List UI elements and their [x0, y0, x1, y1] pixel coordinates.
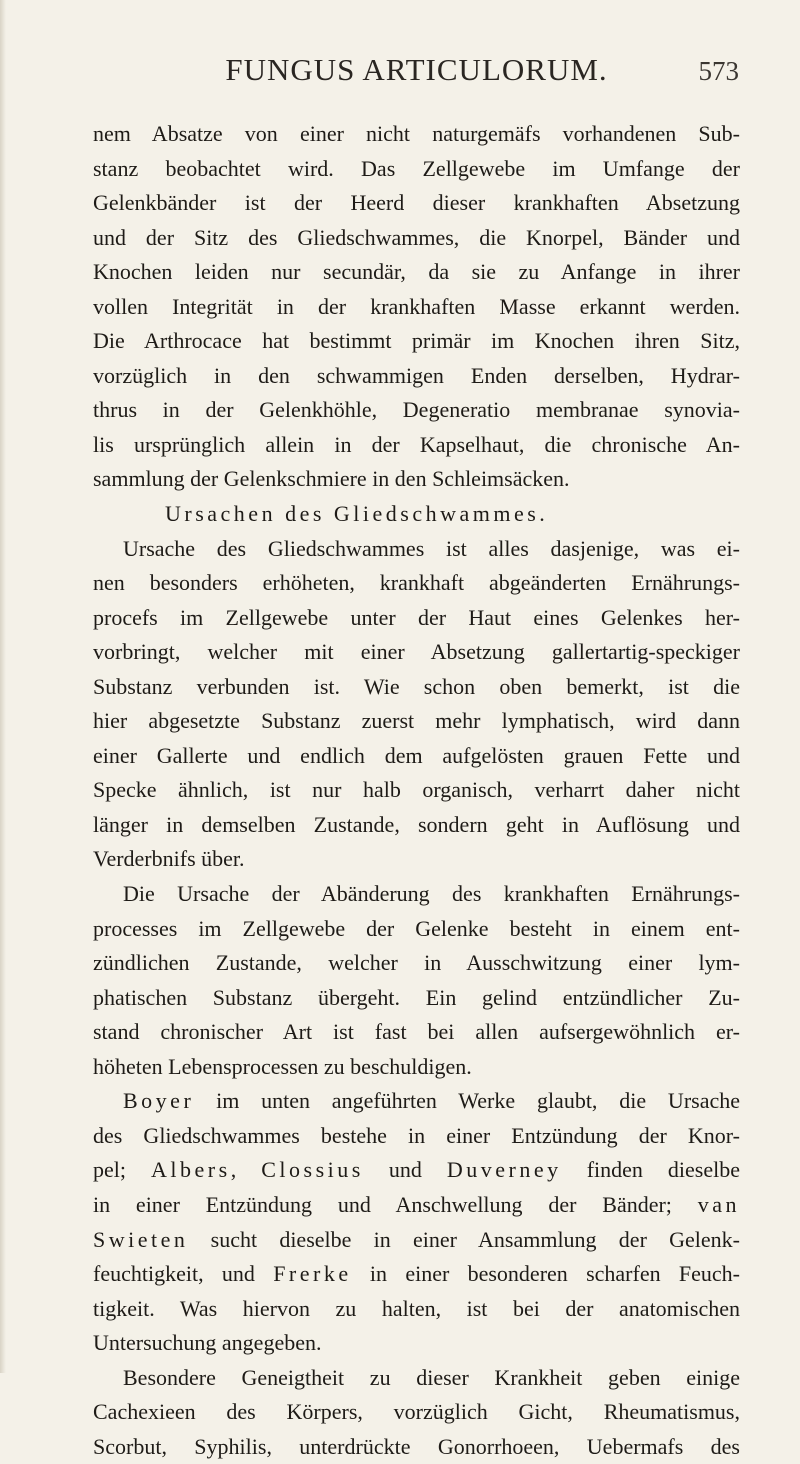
- text-line: [93, 1084, 740, 1119]
- text-run: feuchtigkeit, und: [93, 1261, 274, 1287]
- page-number: 573: [698, 56, 739, 86]
- text-line: stanz beobachtet wird. Das Zellgewebe im Umfange der: [93, 155, 740, 181]
- text-run: sucht dieselbe in einer Ansammlung der Gelenk-: [188, 1226, 740, 1252]
- text-line: Gelenkbänder ist der Heerd dieser krankhaften Absetzung: [93, 190, 740, 216]
- text-line: Specke ähnlich, ist nur halb organisch, verharrt daher nicht: [93, 777, 740, 803]
- text-line: Cachexieen des Körpers, vorzüglich Gicht, Rheumatismus,: [93, 1399, 740, 1425]
- text-line: [93, 1153, 740, 1188]
- text-line: procefs im Zellgewebe unter der Haut eines Gelenkes her-: [93, 604, 740, 630]
- text-line: Die Arthrocace hat bestimmt primär im Knochen ihren Sitz,: [93, 328, 740, 354]
- text-run: in einer besonderen scharfen Feuch-: [351, 1261, 740, 1287]
- text-line: nen besonders erhöheten, krankhaft abgeänderten Ernährungs-: [93, 570, 740, 596]
- text-line: höheten Lebensprocessen zu beschuldigen.: [93, 1053, 472, 1079]
- text-run: ,: [230, 1157, 262, 1183]
- text-line: Substanz verbunden ist. Wie schon oben bemerkt, ist die: [93, 673, 740, 699]
- text-line: [93, 1188, 740, 1223]
- text-run: pel;: [93, 1157, 152, 1183]
- text-line: vollen Integrität in der krankhaften Masse erkannt werden.: [93, 293, 740, 319]
- text-line: Ursache des Gliedschwammes ist alles dasjenige, was ei-: [123, 535, 740, 561]
- running-header: [94, 52, 739, 92]
- text-line: phatischen Substanz übergeht. Ein gelind entzündlicher Zu-: [93, 984, 740, 1010]
- text-line: tigkeit. Was hiervon zu halten, ist bei der anatomischen: [93, 1295, 740, 1321]
- author-name: van: [697, 1191, 740, 1217]
- text-line: sammlung der Gelenkschmiere in den Schleimsäcken.: [93, 466, 570, 492]
- text-line: des Gliedschwammes bestehe in einer Entzündung der Knor-: [93, 1122, 740, 1148]
- text-line: hier abgesetzte Substanz zuerst mehr lymphatisch, wird dann: [93, 708, 740, 734]
- text-line: Die Ursache der Abänderung des krankhaften Ernährungs-: [123, 881, 740, 907]
- text-line: processes im Zellgewebe der Gelenke besteht in einem ent-: [93, 915, 740, 941]
- author-name: Frerke: [273, 1261, 352, 1287]
- author-name: Boyer: [123, 1088, 195, 1114]
- text-line: länger in demselben Zustande, sondern geht in Auflösung und: [93, 811, 740, 837]
- text-line: Knochen leiden nur secundär, da sie zu Anfange in ihrer: [93, 259, 740, 285]
- author-name: Albers: [151, 1157, 231, 1183]
- author-name: Swieten: [93, 1226, 189, 1252]
- text-line: zündlichen Zustande, welcher in Ausschwitzung einer lym-: [93, 950, 740, 976]
- text-line: vorbringt, welcher mit einer Absetzung gallertartig-speckiger: [93, 639, 740, 665]
- text-line: lis ursprünglich allein in der Kapselhaut, die chronische An-: [93, 431, 740, 457]
- author-name: Clossius: [261, 1157, 364, 1183]
- text-line: Verderbnifs über.: [93, 846, 245, 872]
- text-line: Besondere Geneigtheit zu dieser Krankheit geben einige: [123, 1364, 740, 1390]
- text-line: Untersuchung angegeben.: [93, 1330, 322, 1356]
- text-run: im unten angeführten Werke glaubt, die Ursache: [194, 1088, 740, 1114]
- section-heading: Ursachen des Gliedschwammes.: [165, 501, 549, 527]
- running-title: FUNGUS ARTICULORUM.: [225, 52, 608, 87]
- text-line: einer Gallerte und endlich dem aufgelösten grauen Fette und: [93, 742, 740, 768]
- text-run: finden dieselbe: [561, 1157, 741, 1183]
- text-run: und: [363, 1157, 447, 1183]
- page-edge-shadow: [0, 0, 6, 1373]
- body-text: [93, 117, 740, 1464]
- text-line: stand chronischer Art ist fast bei allen aufsergewöhnlich er-: [93, 1019, 740, 1045]
- text-line: nem Absatze von einer nicht naturgemäfs vorhandenen Sub-: [93, 121, 740, 146]
- text-line: Scorbut, Syphilis, unterdrückte Gonorrhoeen, Uebermafs des: [93, 1433, 740, 1459]
- author-name: Duverney: [446, 1157, 562, 1183]
- text-line: vorzüglich in den schwammigen Enden derselben, Hydrar-: [93, 362, 740, 388]
- text-run: in einer Entzündung und Anschwellung der Bänder;: [93, 1191, 698, 1217]
- text-line: [93, 1223, 740, 1258]
- text-line: [93, 1257, 740, 1292]
- text-line: thrus in der Gelenkhöhle, Degeneratio membranae synovia-: [93, 397, 740, 423]
- text-line: und der Sitz des Gliedschwammes, die Knorpel, Bänder und: [93, 224, 740, 250]
